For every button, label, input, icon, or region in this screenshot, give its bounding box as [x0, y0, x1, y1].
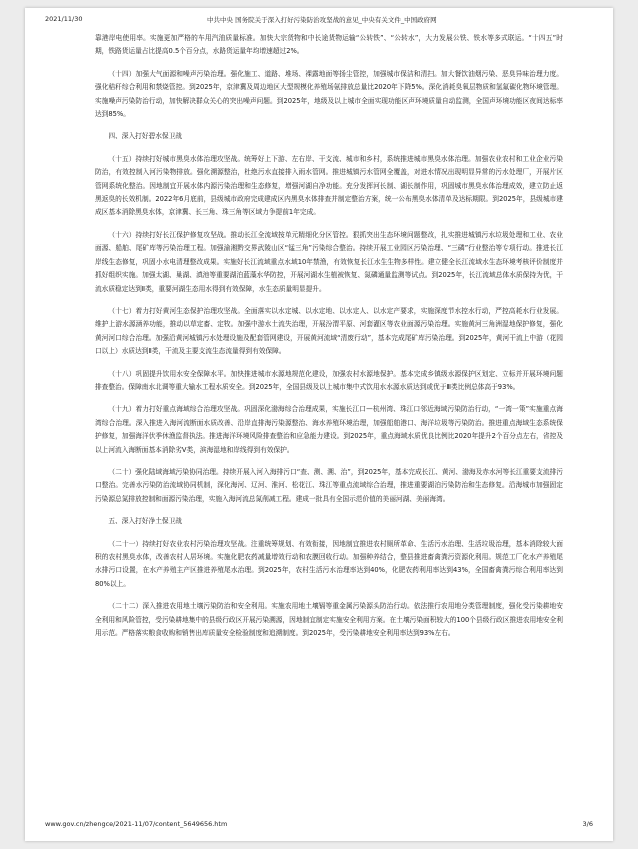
- paragraph: （十六）持续打好长江保护修复攻坚战。推动长江全流域按单元精细化分区管控。狠抓突出生态环境问题整改，扎实推进城镇污水垃圾处理和工业、农业面源、船舶、尾矿库等污染治理工程。加强渝湘黔交界武陵山区“锰三角”污染综合整治。持续开展工业园区污染治理、“三磷”行业整治等专项行动。推进长江岸线生态修复，巩固小水电清理整改成果。实施好长江流域重点水域10年禁渔，有效恢复长江水生生物多样性。建立健全长江流域水生态环境考核评价制度并抓好组织实施。加强太湖、巢湖、滇池等重要湖泊蓝藻水华防控，开展河湖水生植被恢复、氮磷通量监测等试点。到2025年，长江流域总体水质保持为优，干流水质稳定达到Ⅱ类，重要河湖生态用水得到有效保障，水生态质量明显提升。: [95, 230, 563, 293]
- scrollbar[interactable]: [616, 8, 622, 841]
- section-heading: 四、深入打好碧水保卫战: [108, 132, 182, 141]
- paragraph: （十四）加强大气面源和噪声污染治理。强化施工、道路、堆场、裸露地面等扬尘管控，加强城市保洁和清扫。加大餐饮油烟污染、恶臭异味治理力度。强化秸秆综合利用和禁烧管控。到2025年，京津冀及周边地区大型规模化养殖场氨排放总量比2020年下降5%。深化消耗臭氧层物质和氢氟碳化物环境管理。实施噪声污染防治行动，加快解决群众关心的突出噪声问题。到2025年，地级及以上城市全面实现功能区声环境质量自动监测，全国声环境功能区夜间达标率达到85%。: [95, 69, 563, 119]
- paragraph: （二十）强化陆域海域污染协同治理。持续开展入河入海排污口“查、测、溯、治”，到2025年，基本完成长江、黄河、渤海及赤水河等长江重要支流排污口整治。完善水污染防治流域协同机制，深化海河、辽河、淮河、松花江、珠江等重点流域综合治理，推进重要湖泊污染防治和生态修复。沿海城市加强固定污染源总氮排放控制和面源污染治理，实施入海河流总氮削减工程。建成一批具有全国示范价值的美丽河湖、美丽海湾。: [95, 467, 563, 503]
- page-title: 中共中央 国务院关于深入打好污染防治攻坚战的意见_中央有关文件_中国政府网: [207, 16, 437, 24]
- document-page: [25, 8, 613, 841]
- print-date: 2021/11/30: [45, 15, 83, 23]
- section-heading: 五、深入打好净土保卫战: [108, 517, 182, 526]
- paragraph: （二十二）深入推进农用地土壤污染防治和安全利用。实施农用地土壤镉等重金属污染源头防治行动。依法推行农用地分类管理制度，强化受污染耕地安全利用和风险管控，受污染耕地集中的县级行政区开展污染溯源，因地制宜制定实施安全利用方案。在土壤污染面积较大的100个县级行政区推进农用地安全利用示范。严格落实粮食收购和销售出库质量安全检验制度和追溯制度。到2025年，受污染耕地安全利用率达到93%左右。: [95, 602, 563, 638]
- paragraph: （十五）持续打好城市黑臭水体治理攻坚战。统筹好上下游、左右岸、干支流、城市和乡村，系统推进城市黑臭水体治理。加强农业农村和工业企业污染防治，有效控制入河污染物排放。强化溯源整治，杜绝污水直接排入雨水管网。推进城镇污水管网全覆盖，对进水情况出现明显异常的污水处理厂，开展片区管网系统化整治。因地制宜开展水体内源污染治理和生态修复，增强河湖自净功能。充分发挥河长制、湖长制作用，巩固城市黑臭水体治理成效，建立防止返黑返臭的长效机制。2022年6月底前，县级城市政府完成建成区内黑臭水体排查并制定整治方案，统一公布黑臭水体清单及达标期限。到2025年，县级城市建成区基本消除黑臭水体，京津冀、长三角、珠三角等区域力争提前1年完成。: [95, 154, 563, 217]
- paragraph: （二十一）持续打好农业农村污染治理攻坚战。注重统筹规划、有效衔接，因地制宜推进农村厕所革命、生活污水治理、生活垃圾治理，基本消除较大面积的农村黑臭水体，改善农村人居环境。实施化肥农药减量增效行动和农膜回收行动。加强种养结合，整县推进畜禽粪污资源化利用。规范工厂化水产养殖尾水排污口设置，在水产养殖主产区推进养殖尾水治理。到2025年，农村生活污水治理率达到40%，化肥农药利用率达到43%，全国畜禽粪污综合利用率达到80%以上。: [95, 539, 563, 588]
- article-body: [95, 32, 563, 649]
- paragraph: （十九）着力打好重点海域综合治理攻坚战。巩固深化渤海综合治理成果，实施长江口—杭州湾、珠江口邻近海域污染防治行动，“一湾一策”实施重点海湾综合治理。深入推进入海河流断面水质改善、沿岸直排海污染源整治、海水养殖环境治理，加强船舶港口、海洋垃圾等污染防治。推进重点海域生态系统保护修复，加强海洋伏季休渔监督执法。推进海洋环境风险排查整治和应急能力建设。到2025年，重点海域水质优良比例比2020年提升2个百分点左右，省控及以上河流入海断面基本消除劣Ⅴ类，滨海湿地和岸线得到有效保护。: [95, 405, 563, 454]
- paragraph: （十七）着力打好黄河生态保护治理攻坚战。全面落实以水定城、以水定地、以水定人、以水定产要求，实施深度节水控水行动，严控高耗水行业发展。维护上游水源涵养功能，推动以草定畜、定牧。加强中游水土流失治理，开展汾渭平原、河套灌区等农业面源污染治理。实施黄河三角洲湿地保护修复，强化黄河河口综合治理。加强沿黄河城镇污水处理设施及配套管网建设，开展黄河流域“清废行动”，基本完成尾矿库污染治理。到2025年，黄河干流上中游（花园口以上）水质达到Ⅱ类，干流及主要支流生态流量得到有效保障。: [95, 306, 563, 356]
- page-number: 3/6: [582, 820, 593, 828]
- page-url: www.gov.cn/zhengce/2021-11/07/content_5649656.htm: [45, 820, 228, 828]
- paragraph: （十八）巩固提升饮用水安全保障水平。加快推进城市水源地规范化建设，加强农村水源地保护。基本完成乡镇级水源保护区划定、立标并开展环境问题排查整治。保障南水北调等重大输水工程水质安全。到2025年，全国县级及以上城市集中式饮用水水源水质达到或优于Ⅲ类比例总体高于93%。: [95, 369, 563, 391]
- paragraph: 靠港岸电使用率。实施更加严格的车用汽油质量标准。加快大宗货物和中长途货物运输“公转铁”、“公转水”，大力发展公铁、铁水等多式联运。“十四五”时期，铁路货运量占比提高0.5个百分点，水路货运量年均增速超过2%。: [95, 34, 563, 56]
